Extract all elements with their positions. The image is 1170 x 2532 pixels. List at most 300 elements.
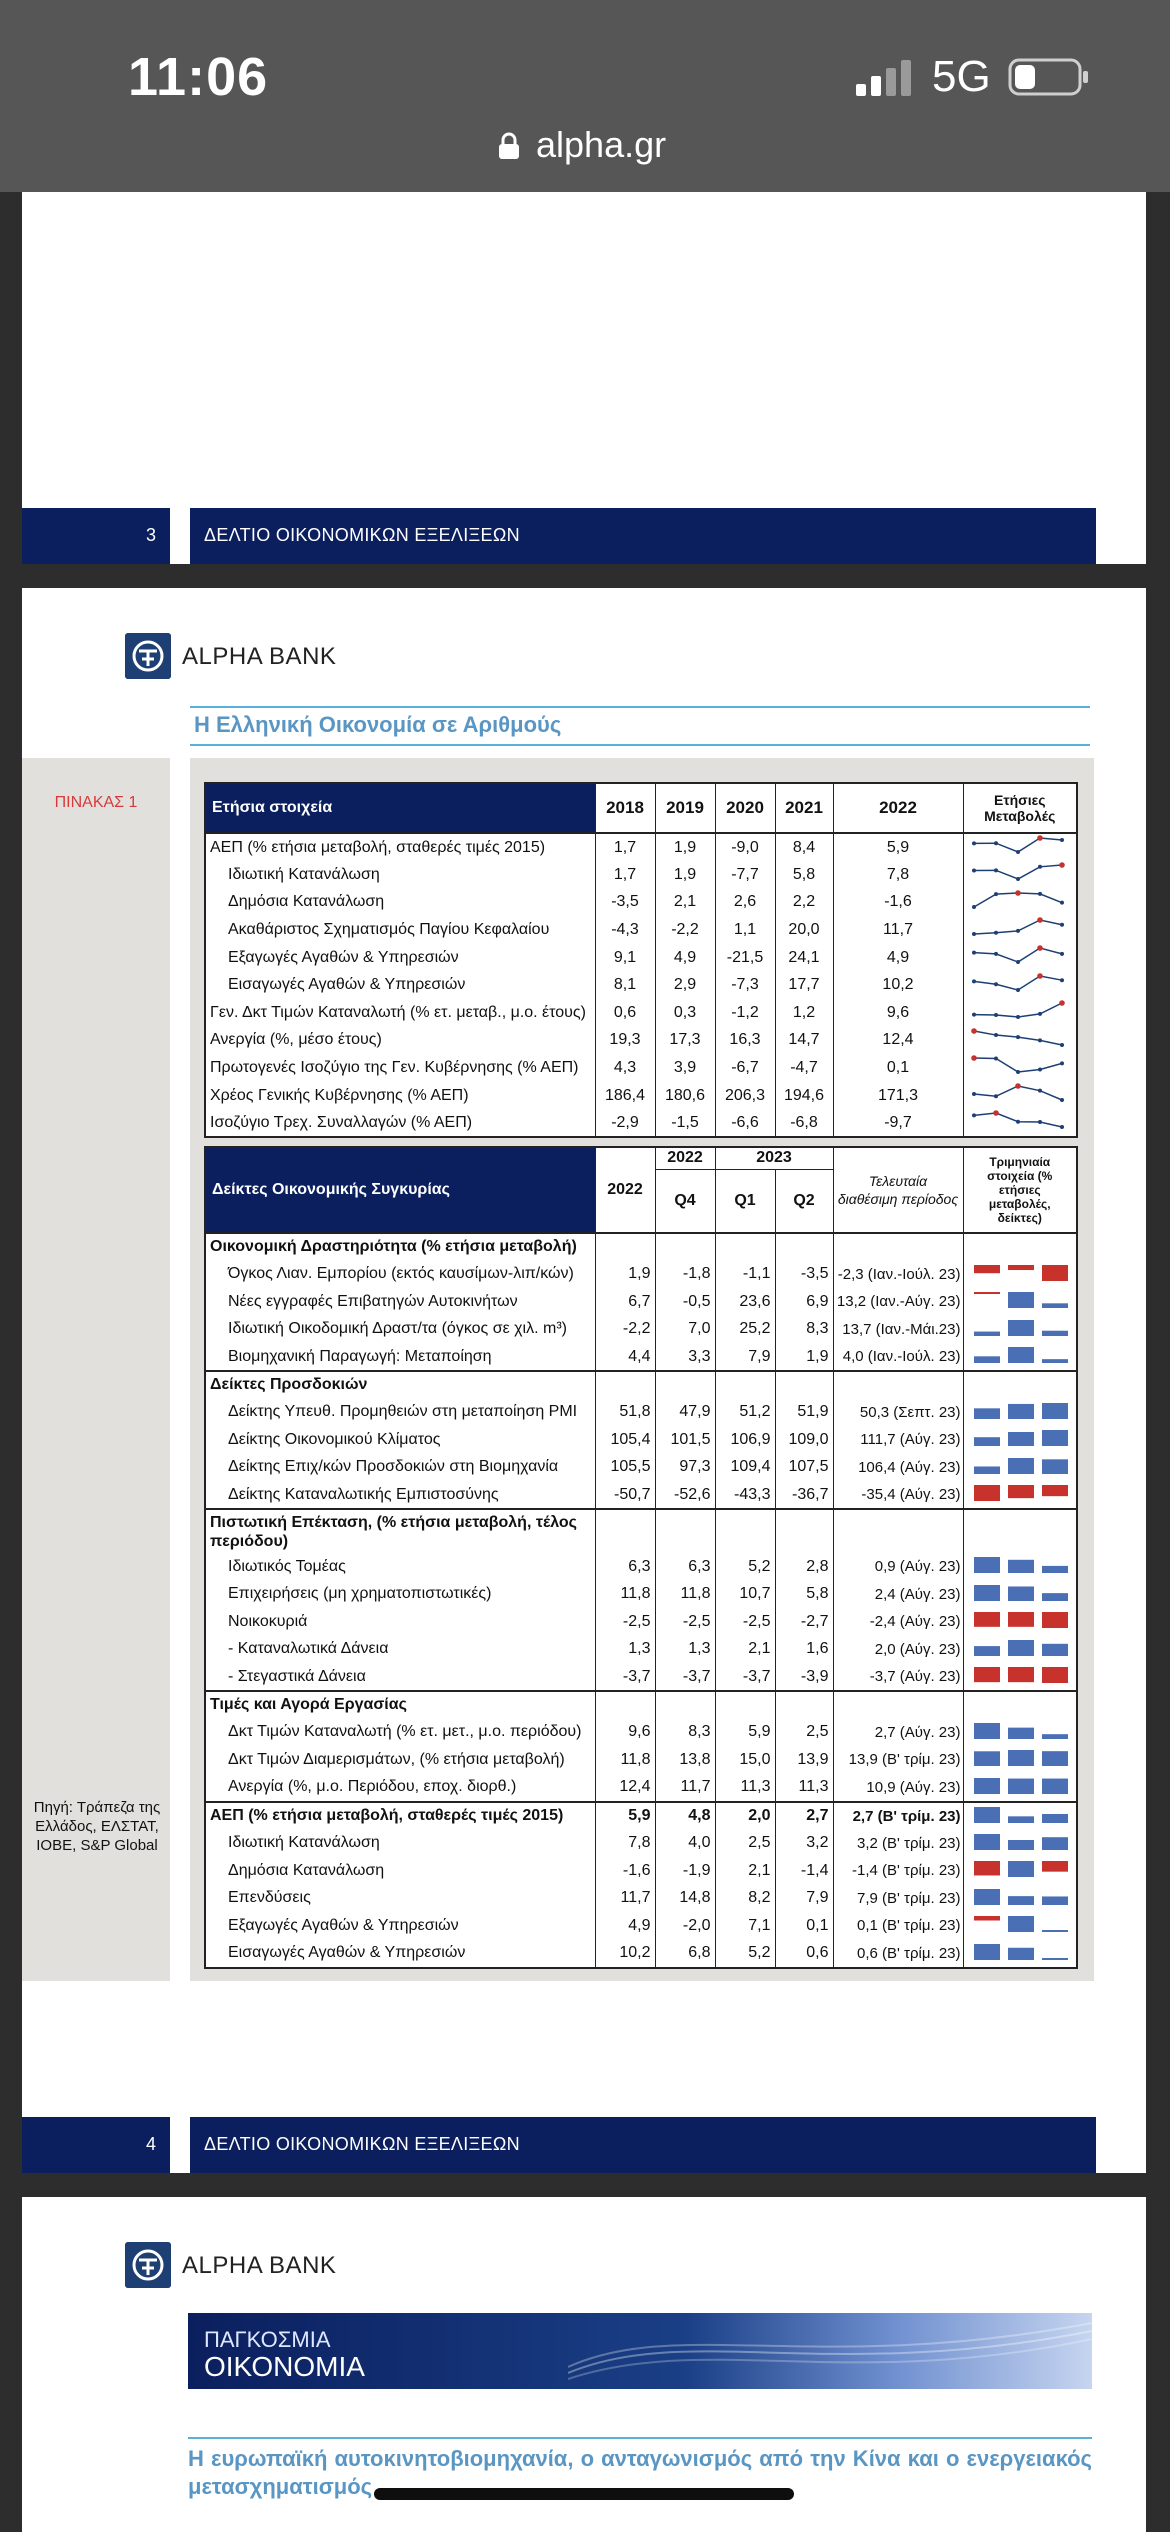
indicator-label: Επενδύσεις [205,1885,595,1913]
latest-period-value: -35,4 (Αύγ. 23) [833,1481,963,1509]
indicator-value [655,1691,715,1719]
quarter-bar [1008,1861,1034,1877]
year-header: 2022 [833,783,963,833]
quarterly-bars-cell [963,1912,1077,1940]
annual-row [205,944,1077,972]
trend-sparkline-cell [963,916,1077,944]
annual-value: -2,9 [595,1109,655,1137]
sparkline-point [1059,1000,1065,1006]
quarter-bar [1008,1778,1034,1793]
quarter-bar [974,1667,1000,1682]
quarter-bar [1042,1814,1068,1823]
network-type: 5G [932,52,991,101]
indicator-value: -1,4 [775,1857,833,1885]
annual-value: 194,6 [775,1082,833,1110]
indicator-value: 7,0 [655,1316,715,1344]
quarterly-bars [970,1343,1070,1365]
page-number: 4 [22,2117,170,2173]
indicator-row [205,1316,1077,1344]
annual-value: 171,3 [833,1082,963,1110]
trend-sparkline [968,999,1068,1021]
annual-value: 3,9 [655,1054,715,1082]
annual-value: 186,4 [595,1082,655,1110]
quarter-bar [1008,1947,1034,1959]
quarterly-bars [970,1803,1070,1825]
quarter-bar [1042,1612,1068,1628]
quarterly-bars [970,1940,1070,1962]
page-number: 3 [22,508,170,564]
annual-value: 2,1 [655,889,715,917]
indicator-label: Δκτ Τιμών Διαμερισμάτων, (% ετήσια μεταβολή) [205,1746,595,1774]
indicator-value: -2,5 [595,1608,655,1636]
quarter-bar [974,1944,1000,1960]
indicator-row [205,1857,1077,1885]
indicator-value: 4,4 [595,1343,655,1371]
indicator-label: Εξαγωγές Αγαθών & Υπηρεσιών [205,1912,595,1940]
annual-value: -4,7 [775,1054,833,1082]
indicator-label: Δείκτης Επιχ/κών Προσδοκιών στη Βιομηχανία [205,1454,595,1482]
indicator-value: 109,0 [775,1426,833,1454]
indicator-label: Ιδιωτικός Τομέας [205,1553,595,1581]
indicator-value: 2,1 [715,1857,775,1885]
indicator-value [655,1233,715,1261]
quarterly-bars [970,1830,1070,1852]
annual-value: 1,9 [655,861,715,889]
quarterly-bars [970,1663,1070,1685]
indicator-row [205,1261,1077,1289]
indicator-label: Ιδιωτική Κατανάλωση [205,1830,595,1858]
indicator-row [205,1553,1077,1581]
annual-table-body [205,833,1077,1137]
quarter-bar [974,1265,1000,1273]
indicator-value: 3,2 [775,1830,833,1858]
quarter-bar [974,1557,1000,1573]
annual-value: -1,6 [833,889,963,917]
annual-value: 5,8 [775,861,833,889]
sparkline-point [1038,865,1042,869]
trend-sparkline [968,1054,1068,1076]
annual-value: -1,2 [715,999,775,1027]
quarterly-bars-cell [963,1636,1077,1664]
sparkline-line [974,838,1062,852]
trend-sparkline [968,916,1068,938]
quarterly-bars [970,1912,1070,1934]
indicator-value [715,1691,775,1719]
quarter-bar [1008,1485,1034,1498]
row-label: Εξαγωγές Αγαθών & Υπηρεσιών [205,944,595,972]
annual-row [205,833,1077,861]
trend-sparkline-cell [963,971,1077,999]
quarterly-bars [970,1774,1070,1796]
sparkline-line [974,948,1062,962]
indicator-value: -3,7 [715,1663,775,1691]
annual-value: -3,5 [595,889,655,917]
indicator-value: 4,0 [655,1830,715,1858]
trend-sparkline [968,861,1068,883]
sparkline-point [1038,1120,1042,1124]
bank-name: ALPHA BANK [182,643,337,670]
latest-period-value: 0,1 (Β' τρίμ. 23) [833,1912,963,1940]
quarter-bar [1042,1958,1068,1960]
quarter-bar [1008,1586,1034,1601]
annual-value: -2,2 [655,916,715,944]
quarterly-bars-cell [963,1830,1077,1858]
wave-decoration-icon [568,2313,1092,2389]
quarterly-bars [970,1719,1070,1741]
section-label: Οικονομική Δραστηριότητα (% ετήσια μεταβολή) [205,1233,595,1261]
year-header: 2021 [775,783,833,833]
quarter-bar [1008,1458,1034,1474]
annual-value: 1,7 [595,833,655,861]
annual-value: 0,6 [595,999,655,1027]
quarter-bar [1042,1459,1068,1474]
indicator-label: Επιχειρήσεις (μη χρηματοπιστωτικές) [205,1581,595,1609]
group-2023-header: 2023 [715,1147,833,1169]
indicator-value [715,1509,775,1553]
quarter-bar [1042,1330,1068,1335]
indicator-value [595,1233,655,1261]
page-footer [22,2117,1096,2173]
indicator-value: 5,2 [715,1553,775,1581]
indicator-value: 5,8 [775,1581,833,1609]
banner-line-2: ΟΙΚΟΝΟΜΙΑ [204,2351,365,2382]
quarter-bar [1042,1667,1068,1683]
indicator-row [205,1608,1077,1636]
col-2022-header: 2022 [595,1147,655,1233]
indicator-row [205,1885,1077,1913]
indicator-value: 4,8 [655,1802,715,1830]
quarterly-bars-cell [963,1581,1077,1609]
latest-period-value: 111,7 (Αύγ. 23) [833,1426,963,1454]
annual-row [205,889,1077,917]
quarter-bar [974,1437,1000,1446]
indicator-value: 13,9 [775,1746,833,1774]
quarter-bar [1008,1432,1034,1446]
indicator-row [205,1426,1077,1454]
indicator-row [205,1454,1077,1482]
indicator-row [205,1830,1077,1858]
quarterly-bars-cell [963,1553,1077,1581]
annual-value: 12,4 [833,1027,963,1055]
quarterly-bars-cell [963,1399,1077,1427]
indicator-label: Δείκτης Καταναλωτικής Εμπιστοσύνης [205,1481,595,1509]
sparkline-point [972,979,976,983]
annual-value: -6,6 [715,1109,775,1137]
indicator-value: -2,0 [655,1912,715,1940]
battery-icon [1008,58,1090,96]
indicator-value: 11,3 [715,1774,775,1802]
bank-name: ALPHA BANK [182,2252,337,2279]
indicator-value: 15,0 [715,1746,775,1774]
quarterly-bars [970,1553,1070,1575]
alpha-bank-logo-icon [125,2242,171,2288]
trend-sparkline-cell [963,1054,1077,1082]
indicator-value [655,1371,715,1399]
indicator-value: 11,8 [655,1581,715,1609]
indicator-value: 11,7 [595,1885,655,1913]
indicator-value: 7,8 [595,1830,655,1858]
indicator-value: -2,2 [595,1316,655,1344]
indicator-value: 0,6 [775,1940,833,1968]
indicator-value: 5,2 [715,1940,775,1968]
quarterly-bars-cell [963,1509,1077,1553]
trend-sparkline [968,834,1068,856]
sparkline-point [1038,1089,1042,1093]
climate-indicators-table [204,1146,1078,1969]
indicator-value: -2,5 [655,1608,715,1636]
source-note: Πηγή: Τράπεζα της Ελλάδος, ΕΛΣΤΑΤ, ΙΟΒΕ, S&P Global [33,1799,161,1854]
trend-sparkline [968,1027,1068,1049]
footer-title: ΔΕΛΤΙΟ ΟΙΚΟΝΟΜΙΚΩΝ ΕΞΕΛΙΞΕΩΝ [190,508,1096,564]
sparkline-point [1060,1043,1064,1047]
quarter-bar [1008,1320,1034,1336]
sparkline-point [1038,1068,1042,1072]
annual-row [205,1082,1077,1110]
row-label: Γεν. Δκτ Τιμών Καταναλωτή (% ετ. μεταβ., μ.ο. έτους) [205,999,595,1027]
climate-table-body [205,1233,1077,1968]
annual-value: -6,8 [775,1109,833,1137]
indicator-row [205,1719,1077,1747]
table-panel [190,758,1094,1981]
indicator-value [775,1509,833,1553]
quarter-bar [974,1331,1000,1335]
quarter-bar [1042,1403,1068,1419]
indicator-label: Νοικοκυριά [205,1608,595,1636]
trend-sparkline-cell [963,833,1077,861]
quarter-bar [1042,1930,1068,1932]
indicator-value: 2,7 [775,1802,833,1830]
sparkline-point [994,952,998,956]
sparkline-point [1016,960,1020,964]
quarterly-bars [970,1399,1070,1421]
indicator-value: 4,9 [595,1912,655,1940]
row-label: Ανεργία (%, μέσο έτους) [205,1027,595,1055]
row-label: ΑΕΠ (% ετήσια μεταβολή, σταθερές τιμές 2015) [205,833,595,861]
indicator-value: 106,9 [715,1426,775,1454]
section-title: Η Ελληνική Οικονομία σε Αριθμούς [190,706,1090,746]
indicator-value: 109,4 [715,1454,775,1482]
sparkline-point [972,841,976,845]
sparkline-point [1015,890,1021,896]
indicator-value: 51,2 [715,1399,775,1427]
annual-row [205,1027,1077,1055]
sparkline-point [1059,862,1065,868]
indicator-label: - Στεγαστικά Δάνεια [205,1663,595,1691]
quarter-bar [1008,1640,1034,1656]
quarter-bar [1008,1265,1034,1270]
indicator-value [775,1233,833,1261]
trend-sparkline-cell [963,1082,1077,1110]
row-label: Δημόσια Κατανάλωση [205,889,595,917]
row-label: Εισαγωγές Αγαθών & Υπηρεσιών [205,971,595,999]
quarter-bar [974,1485,1000,1501]
indicator-label: Δκτ Τιμών Καταναλωτή (% ετ. μετ., μ.ο. περιόδου) [205,1719,595,1747]
quarterly-bars-cell [963,1608,1077,1636]
annual-value: 16,3 [715,1027,775,1055]
annual-value: -6,7 [715,1054,775,1082]
sparkline-point [972,1092,976,1096]
quarterly-bars-cell [963,1774,1077,1802]
indicator-value: 47,9 [655,1399,715,1427]
quarterly-bars [970,1426,1070,1448]
indicator-value: 9,6 [595,1719,655,1747]
sparkline-point [1015,1083,1021,1089]
row-label: Πρωτογενές Ισοζύγιο της Γεν. Κυβέρνησης (% ΑΕΠ) [205,1054,595,1082]
quarter-bar [1042,1861,1068,1872]
annual-value: 20,0 [775,916,833,944]
indicator-value: 23,6 [715,1288,775,1316]
annual-value: 10,2 [833,971,963,999]
latest-period-value: 0,6 (Β' τρίμ. 23) [833,1940,963,1968]
indicator-value: 51,8 [595,1399,655,1427]
table-side-panel [22,758,170,1981]
row-label: Χρέος Γενικής Κυβέρνησης (% ΑΕΠ) [205,1082,595,1110]
sparkline-point [972,951,976,955]
url-display[interactable]: alpha.gr [536,124,667,165]
latest-period-value [833,1691,963,1719]
latest-period-value: 106,4 (Αύγ. 23) [833,1454,963,1482]
section-label: Πιστωτική Επέκταση, (% ετήσια μεταβολή, τέλος περιόδου) [205,1509,595,1553]
section-label: Τιμές και Αγορά Εργασίας [205,1691,595,1719]
latest-period-value: -2,4 (Αύγ. 23) [833,1608,963,1636]
latest-period-value: -1,4 (Β' τρίμ. 23) [833,1857,963,1885]
quarter-bar [1042,1485,1068,1496]
quarterly-bars-cell [963,1233,1077,1261]
latest-period-value: -2,3 (Ιαν.-Ιούλ. 23) [833,1261,963,1289]
quarterly-bars [970,1261,1070,1283]
banner-line-1: ΠΑΓΚΟΣΜΙΑ [204,2327,331,2352]
quarter-bar [1008,1916,1034,1932]
lock-icon [498,132,520,160]
quarter-bar [974,1646,1000,1656]
quarterly-bars [970,1746,1070,1768]
latest-period-value: -3,7 (Αύγ. 23) [833,1663,963,1691]
indicator-value: 1,9 [775,1343,833,1371]
sparkline-point [1016,929,1020,933]
quarter-bar [974,1723,1000,1739]
indicator-value: 105,4 [595,1426,655,1454]
sparkline-point [1038,892,1042,896]
annual-value: 2,9 [655,971,715,999]
sparkline-point [972,1114,976,1118]
quarterly-bars [970,1288,1070,1310]
indicator-value: 97,3 [655,1454,715,1482]
latest-period-value: 2,7 (Β' τρίμ. 23) [833,1802,963,1830]
indicator-value: 105,5 [595,1454,655,1482]
annual-row [205,1109,1077,1137]
group-2022-header: 2022 [655,1147,715,1169]
trend-sparkline-cell [963,944,1077,972]
sparkline-point [993,1111,999,1117]
quarterly-bars-cell [963,1857,1077,1885]
quarterly-bars [970,1857,1070,1879]
footer-title: ΔΕΛΤΙΟ ΟΙΚΟΝΟΜΙΚΩΝ ΕΞΕΛΙΞΕΩΝ [190,2117,1096,2173]
annual-value: 4,3 [595,1054,655,1082]
annual-row [205,999,1077,1027]
trend-sparkline-cell [963,1027,1077,1055]
indicator-row [205,1343,1077,1371]
quarter-bar [1008,1750,1034,1766]
annual-value: 8,4 [775,833,833,861]
latest-period-value: 2,0 (Αύγ. 23) [833,1636,963,1664]
annual-value: 7,8 [833,861,963,889]
quarter-bar [1042,1644,1068,1656]
sparkline-point [994,1094,998,1098]
home-indicator[interactable] [374,2488,794,2500]
indicator-value: 3,3 [655,1343,715,1371]
quarterly-bars-cell [963,1481,1077,1509]
quarterly-bars [970,1636,1070,1658]
quarter-bar [974,1356,1000,1363]
quarterly-bars-cell [963,1663,1077,1691]
quarter-bar [1008,1292,1034,1308]
quarter-bar [974,1612,1000,1627]
sparkline-point [1016,877,1020,881]
annual-value: 4,9 [655,944,715,972]
quarter-bar [1008,1612,1034,1627]
indicator-label: Δείκτης Οικονομικού Κλίματος [205,1426,595,1454]
sparkline-point [1037,973,1043,979]
indicator-value: 7,9 [715,1343,775,1371]
sparkline-point [1037,835,1043,841]
latest-period-value: 13,2 (Ιαν.-Αύγ. 23) [833,1288,963,1316]
indicator-value: 101,5 [655,1426,715,1454]
annual-value: 1,1 [715,916,775,944]
indicator-value: 10,7 [715,1581,775,1609]
annual-value: 17,3 [655,1027,715,1055]
quarter-bar [1008,1667,1034,1682]
quarter-header: Q1 [715,1169,775,1233]
indicator-value: -2,7 [775,1608,833,1636]
quarterly-bars-cell [963,1288,1077,1316]
indicator-value: 6,9 [775,1288,833,1316]
quarter-bar [1008,1560,1034,1573]
sparkline-point [994,1033,998,1037]
indicator-value: -0,5 [655,1288,715,1316]
indicator-row [205,1636,1077,1664]
sparkline-point [994,1057,998,1061]
indicator-value: -3,5 [775,1261,833,1289]
indicator-value: 0,1 [775,1912,833,1940]
indicator-row [205,1399,1077,1427]
annual-value: 24,1 [775,944,833,972]
sparkline-point [1016,1070,1020,1074]
annual-row [205,971,1077,999]
annual-value: -1,5 [655,1109,715,1137]
annual-value: 1,2 [775,999,833,1027]
sparkline-point [1060,923,1064,927]
latest-period-value: 0,9 (Αύγ. 23) [833,1553,963,1581]
indicator-value: 7,1 [715,1912,775,1940]
annual-value: 1,7 [595,861,655,889]
indicator-value: 1,9 [595,1261,655,1289]
indicator-value: -50,7 [595,1481,655,1509]
browser-top-bar [0,0,1170,192]
annual-value: -21,5 [715,944,775,972]
annual-row [205,1054,1077,1082]
quarter-bar [1042,1837,1068,1850]
sparkline-point [994,841,998,845]
indicator-value: 6,3 [595,1553,655,1581]
indicator-value: 8,3 [775,1316,833,1344]
section-label: Δείκτες Προσδοκιών [205,1371,595,1399]
trend-sparkline [968,1082,1068,1104]
indicator-label: Νέες εγγραφές Επιβατηγών Αυτοκινήτων [205,1288,595,1316]
quarterly-bars [970,1608,1070,1630]
indicator-label: - Καταναλωτικά Δάνεια [205,1636,595,1664]
year-header: 2019 [655,783,715,833]
quarter-bar [974,1585,1000,1601]
